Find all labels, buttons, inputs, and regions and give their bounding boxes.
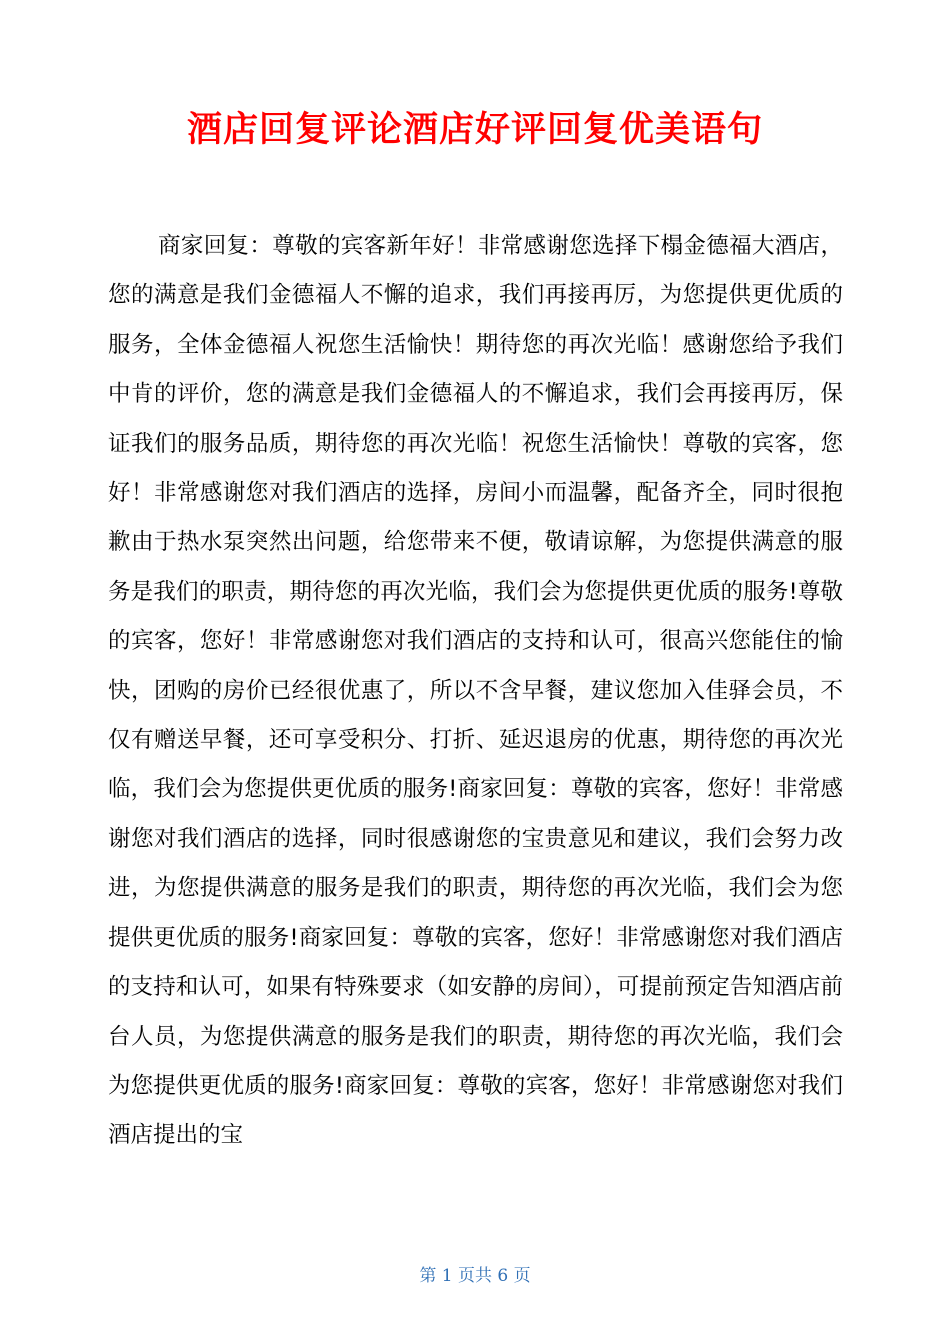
document-title: 酒店回复评论酒店好评回复优美语句	[186, 110, 763, 150]
page-footer: 第 1 页共 6 页	[419, 1266, 531, 1286]
document-body-paragraph: 商家回复：尊敬的宾客新年好！非常感谢您选择下榻金德福大酒店，您的满意是我们金德福人不懈的追求，我们再接再厉，为您提供更优质的服务，全体金德福人祝您生活愉快！期待您的再次光临！感谢您给予我们中肯的评价，您的满意是我们金德福人的不懈追求，我们会再接再厉，保证我们的服务品质，期待您的再次光临！祝您生活愉快！尊敬的宾客，您好！非常感谢您对我们酒店的选择，房间小而温馨，配备齐全，同时很抱歉由于热水泵突然出问题，给您带来不便，敬请谅解，为您提供满意的服务是我们的职责，期待您的再次光临，我们会为您提供更优质的服务!尊敬的宾客，您好！非常感谢您对我们酒店的支持和认可，很高兴您能住的愉快，团购的房价已经很优惠了，所以不含早餐，建议您加入佳驿会员，不仅有赠送早餐，还可享受积分、打折、延迟退房的优惠，期待您的再次光临，我们会为您提供更优质的服务!商家回复：尊敬的宾客，您好！非常感谢您对我们酒店的选择，同时很感谢您的宝贵意见和建议，我们会努力改进，为您提供满意的服务是我们的职责，期待您的再次光临，我们会为您提供更优质的服务!商家回复：尊敬的宾客，您好！非常感谢您对我们酒店的支持和认可，如果有特殊要求（如安静的房间），可提前预定告知酒店前台人员，为您提供满意的服务是我们的职责，期待您的再次光临，我们会为您提供更优质的服务!商家回复：尊敬的宾客，您好！非常感谢您对我们酒店提出的宝	[108, 233, 843, 1149]
